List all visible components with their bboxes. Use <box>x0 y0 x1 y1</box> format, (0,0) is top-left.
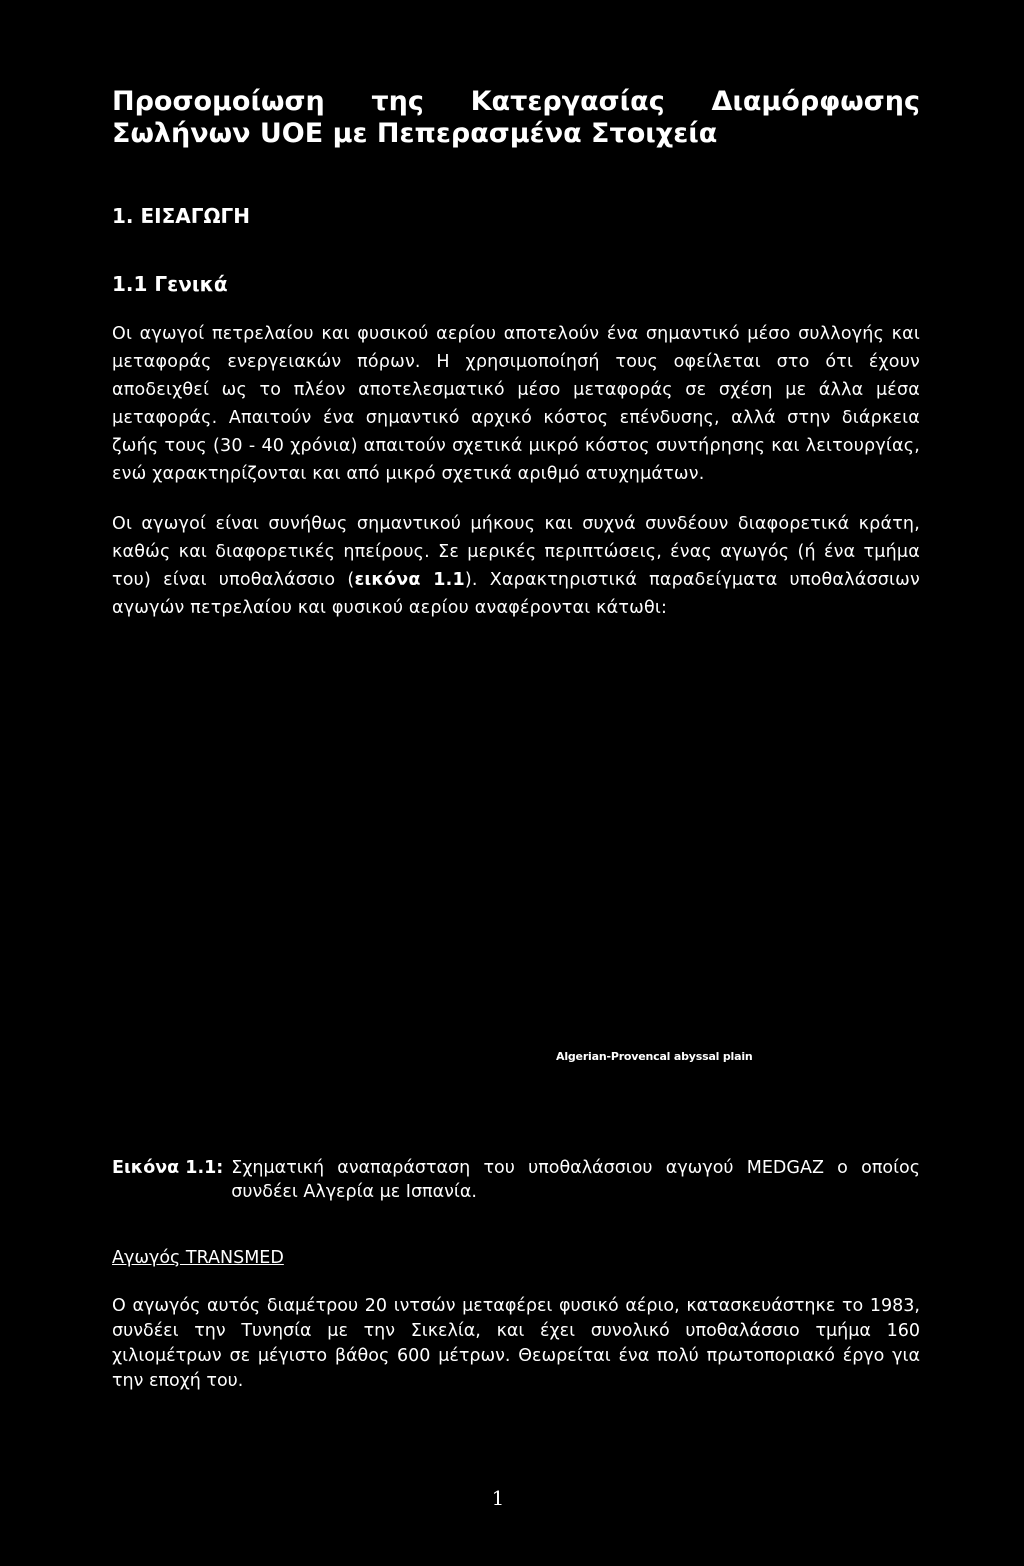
page-number: 1 <box>491 1486 505 1510</box>
paragraph-pipelines-text-after: ). Χαρακτηριστικά παραδείγματα υποθαλάσσιων αγωγών πετρελαίου και φυσικού αερίου αναφέρονται κάτωθι: <box>112 570 920 618</box>
figure-reference: εικόνα 1.1 <box>354 570 465 590</box>
caption-label: Εικόνα 1.1: <box>112 1158 224 1178</box>
paragraph-transmed: Ο αγωγός αυτός διαμέτρου 20 ιντσών μεταφέρει φυσικό αέριο, κατασκευάστηκε το 1983, συνδέει την Τυνησία με την Σικελία, και έχει συνολικό υποθαλάσσιο τμήμα 160 χιλιομέτρων σε μέγιστο βάθος 600 μέτρων. Θεωρείται ένα πολύ πρωτοποριακό έργο για την εποχή του. <box>112 1296 920 1391</box>
paragraph-pipelines <box>112 510 920 622</box>
paragraph-intro: Οι αγωγοί πετρελαίου και φυσικού αερίου αποτελούν ένα σημαντικό μέσο συλλογής και μεταφοράς ενεργειακών πόρων. Η χρησιμοποίησή τους οφείλεται στο ότι έχουν αποδειχθεί ως το πλέον αποτελεσματικό μέσο μεταφοράς σε σχέση με άλλα μέσα μεταφοράς. Απαιτούν ένα σημαντικό αρχικό κόστος επένδυσης, αλλά στην διάρκεια ζωής τους (30 - 40 χρόνια) απαιτούν σχετικά μικρό κόστος συντήρησης και λειτουργίας, ενώ χαρακτηρίζονται και από μικρό σχετικά αριθμό ατυχημάτων. <box>112 324 920 484</box>
caption-text: Σχηματική αναπαράσταση του υποθαλάσσιου αγωγού MEDGAZ ο οποίος συνδέει Αλγερία με Ισπανία. <box>231 1158 920 1202</box>
subsection-heading: 1.1 Γενικά <box>112 272 228 296</box>
figure-caption <box>112 1156 920 1204</box>
figure-medgaz <box>112 622 920 1074</box>
document-title: Προσομοίωση της Κατεργασίας Διαμόρφωσης Σωλήνων UOE με Πεπερασμένα Στοιχεία <box>112 86 920 149</box>
section-heading: 1. ΕΙΣΑΓΩΓΗ <box>112 204 250 228</box>
paragraph-pipelines-text-before: Οι αγωγοί είναι συνήθως σημαντικού μήκους και συχνά συνδέουν διαφορετικά κράτη, καθώς και διαφορετικές ηπείρους. Σε μερικές περιπτώσεις, ένας αγωγός (ή ένα τμήμα του) είναι υποθαλάσσιο ( <box>112 514 920 590</box>
figure-label: Algerian-Provencal abyssal plain <box>556 1050 753 1063</box>
pipeline-heading: Αγωγός TRANSMED <box>112 1248 284 1268</box>
